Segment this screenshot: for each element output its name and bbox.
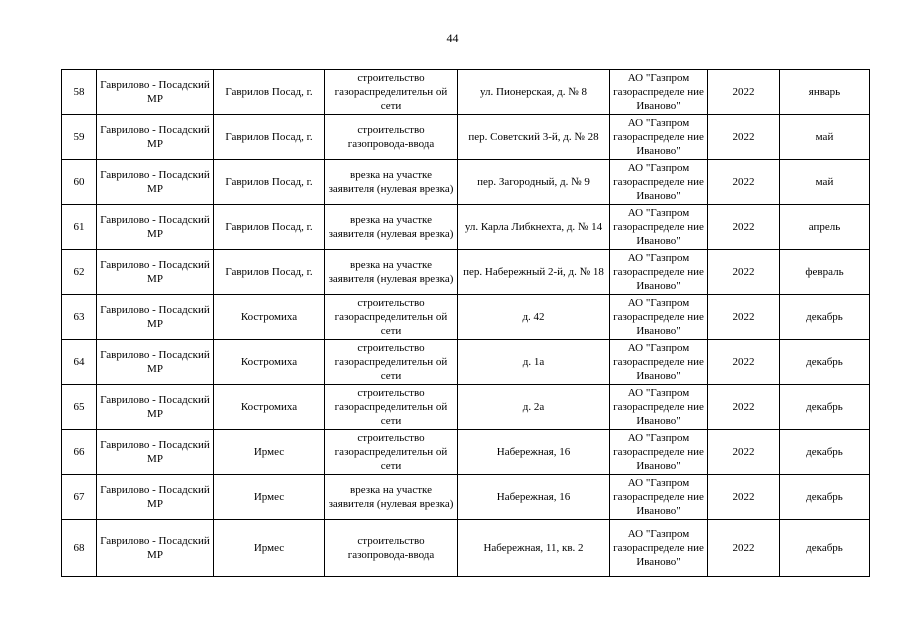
row-number: 68	[62, 520, 97, 577]
row-number: 58	[62, 70, 97, 115]
organization-cell: АО "Газпром газораспределе ние Иваново"	[610, 340, 708, 385]
month-cell: декабрь	[780, 385, 870, 430]
work-type-cell: строительство газораспределительн ой сети	[325, 430, 458, 475]
district-cell: Гаврилово - Посадский МР	[97, 520, 214, 577]
month-cell: декабрь	[780, 340, 870, 385]
address-cell: пер. Загородный, д. № 9	[458, 160, 610, 205]
month-cell: май	[780, 115, 870, 160]
page-number: 44	[446, 31, 459, 45]
organization-cell: АО "Газпром газораспределе ние Иваново"	[610, 295, 708, 340]
district-cell: Гаврилово - Посадский МР	[97, 295, 214, 340]
organization-cell: АО "Газпром газораспределе ние Иваново"	[610, 70, 708, 115]
address-cell: ул. Пионерская, д. № 8	[458, 70, 610, 115]
work-type-cell: врезка на участке заявителя (нулевая врезка)	[325, 160, 458, 205]
locality-cell: Гаврилов Посад, г.	[214, 250, 325, 295]
locality-cell: Костромиха	[214, 340, 325, 385]
table-row	[62, 250, 870, 295]
month-cell: февраль	[780, 250, 870, 295]
year-cell: 2022	[708, 115, 780, 160]
row-number: 59	[62, 115, 97, 160]
month-cell: декабрь	[780, 295, 870, 340]
locality-cell: Ирмес	[214, 430, 325, 475]
year-cell: 2022	[708, 205, 780, 250]
month-cell: апрель	[780, 205, 870, 250]
address-cell: Набережная, 16	[458, 475, 610, 520]
address-cell: д. 42	[458, 295, 610, 340]
address-cell: ул. Карла Либкнехта, д. № 14	[458, 205, 610, 250]
address-cell: пер. Набережный 2-й, д. № 18	[458, 250, 610, 295]
year-cell: 2022	[708, 430, 780, 475]
organization-cell: АО "Газпром газораспределе ние Иваново"	[610, 160, 708, 205]
organization-cell: АО "Газпром газораспределе ние Иваново"	[610, 250, 708, 295]
locality-cell: Костромиха	[214, 295, 325, 340]
work-type-cell: строительство газораспределительн ой сети	[325, 340, 458, 385]
month-cell: декабрь	[780, 430, 870, 475]
organization-cell: АО "Газпром газораспределе ние Иваново"	[610, 475, 708, 520]
year-cell: 2022	[708, 70, 780, 115]
district-cell: Гаврилово - Посадский МР	[97, 385, 214, 430]
address-cell: пер. Советский 3-й, д. № 28	[458, 115, 610, 160]
district-cell: Гаврилово - Посадский МР	[97, 430, 214, 475]
organization-cell: АО "Газпром газораспределе ние Иваново"	[610, 385, 708, 430]
month-cell: декабрь	[780, 475, 870, 520]
district-cell: Гаврилово - Посадский МР	[97, 160, 214, 205]
address-cell: Набережная, 11, кв. 2	[458, 520, 610, 577]
district-cell: Гаврилово - Посадский МР	[97, 250, 214, 295]
table-row	[62, 385, 870, 430]
organization-cell: АО "Газпром газораспределе ние Иваново"	[610, 430, 708, 475]
locality-cell: Гаврилов Посад, г.	[214, 160, 325, 205]
row-number: 65	[62, 385, 97, 430]
district-cell: Гаврилово - Посадский МР	[97, 70, 214, 115]
work-type-cell: строительство газопровода-ввода	[325, 115, 458, 160]
locality-cell: Гаврилов Посад, г.	[214, 205, 325, 250]
year-cell: 2022	[708, 520, 780, 577]
month-cell: декабрь	[780, 520, 870, 577]
district-cell: Гаврилово - Посадский МР	[97, 115, 214, 160]
month-cell: май	[780, 160, 870, 205]
work-type-cell: врезка на участке заявителя (нулевая врезка)	[325, 205, 458, 250]
year-cell: 2022	[708, 160, 780, 205]
locality-cell: Гаврилов Посад, г.	[214, 70, 325, 115]
locality-cell: Ирмес	[214, 520, 325, 577]
year-cell: 2022	[708, 340, 780, 385]
year-cell: 2022	[708, 475, 780, 520]
table-row	[62, 115, 870, 160]
work-type-cell: строительство газопровода-ввода	[325, 520, 458, 577]
row-number: 62	[62, 250, 97, 295]
organization-cell: АО "Газпром газораспределе ние Иваново"	[610, 115, 708, 160]
work-type-cell: строительство газораспределительн ой сети	[325, 295, 458, 340]
work-type-cell: врезка на участке заявителя (нулевая врезка)	[325, 250, 458, 295]
year-cell: 2022	[708, 385, 780, 430]
row-number: 67	[62, 475, 97, 520]
work-type-cell: врезка на участке заявителя (нулевая врезка)	[325, 475, 458, 520]
work-type-cell: строительство газораспределительн ой сети	[325, 70, 458, 115]
locality-cell: Гаврилов Посад, г.	[214, 115, 325, 160]
year-cell: 2022	[708, 295, 780, 340]
year-cell: 2022	[708, 250, 780, 295]
table-row	[62, 475, 870, 520]
district-cell: Гаврилово - Посадский МР	[97, 340, 214, 385]
row-number: 61	[62, 205, 97, 250]
table-row	[62, 295, 870, 340]
table-row	[62, 70, 870, 115]
row-number: 64	[62, 340, 97, 385]
row-number: 63	[62, 295, 97, 340]
table-row	[62, 160, 870, 205]
locality-cell: Ирмес	[214, 475, 325, 520]
organization-cell: АО "Газпром газораспределе ние Иваново"	[610, 205, 708, 250]
table-row	[62, 340, 870, 385]
gasification-schedule-table	[61, 69, 870, 577]
organization-cell: АО "Газпром газораспределе ние Иваново"	[610, 520, 708, 577]
row-number: 66	[62, 430, 97, 475]
district-cell: Гаврилово - Посадский МР	[97, 475, 214, 520]
address-cell: д. 2а	[458, 385, 610, 430]
district-cell: Гаврилово - Посадский МР	[97, 205, 214, 250]
table-row	[62, 520, 870, 577]
table-row	[62, 205, 870, 250]
row-number: 60	[62, 160, 97, 205]
locality-cell: Костромиха	[214, 385, 325, 430]
table-row	[62, 430, 870, 475]
address-cell: д. 1а	[458, 340, 610, 385]
month-cell: январь	[780, 70, 870, 115]
address-cell: Набережная, 16	[458, 430, 610, 475]
work-type-cell: строительство газораспределительн ой сети	[325, 385, 458, 430]
